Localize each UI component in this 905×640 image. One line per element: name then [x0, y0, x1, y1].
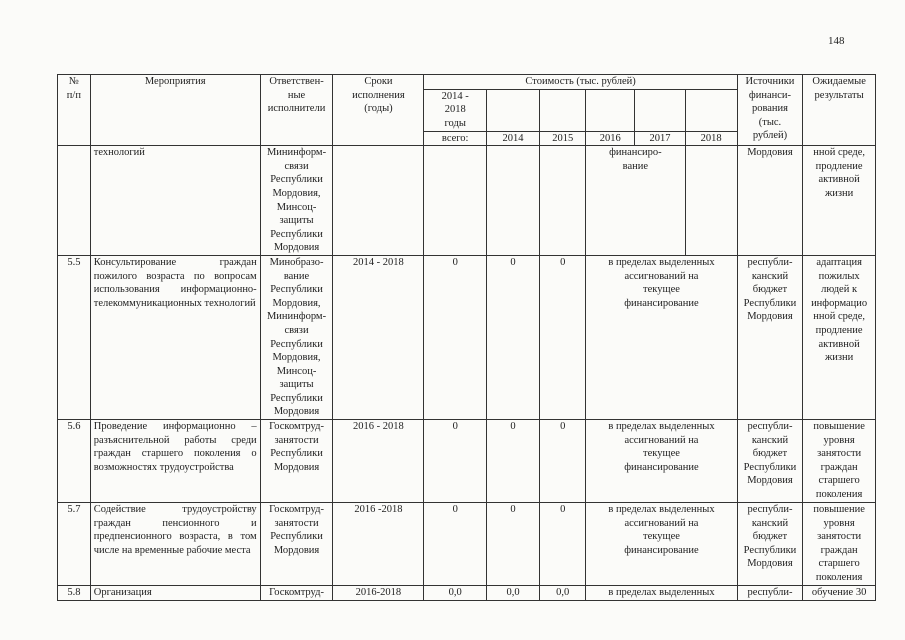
row-total: 0 [424, 255, 486, 419]
table-row [58, 255, 876, 419]
row-measure: Содействие трудоустройству граждан пенсионного и предпенсионного возраста, в том числе на временные рабочие места [90, 503, 260, 586]
row-terms: 2016 -2018 [333, 503, 424, 586]
header-year: 2016 [586, 131, 635, 146]
header-cost-period: 2014 - 2018 годы [424, 89, 486, 131]
table-row [58, 146, 876, 256]
row-result: обучение 30 [803, 586, 876, 601]
row-2014: 0,0 [486, 586, 539, 601]
row-num: 5.8 [58, 586, 91, 601]
row-2015: 0 [540, 420, 586, 503]
row-result: повышение уровня занятости граждан старшего поколения [803, 420, 876, 503]
header-year: 2017 [635, 131, 685, 146]
row-num: 5.6 [58, 420, 91, 503]
header-sources: Источники финанси- рования (тыс. рублей) [737, 75, 803, 146]
row-2015 [540, 146, 586, 256]
row-2015: 0,0 [540, 586, 586, 601]
row-funding-note: в пределах выделенных [586, 586, 738, 601]
row-2015: 0 [540, 255, 586, 419]
row-measure: технологий [90, 146, 260, 256]
header-cost-total: всего: [424, 131, 486, 146]
header-year: 2015 [540, 131, 586, 146]
row-2014: 0 [486, 255, 539, 419]
row-measure: Консультирование граждан пожилого возраста по вопросам использования информационно-телекоммуникационных технологий [90, 255, 260, 419]
row-source: Мордовия [737, 146, 803, 256]
row-source: республи- канский бюджет Республики Мордовия [737, 255, 803, 419]
header-row-1 [58, 75, 876, 90]
row-terms [333, 146, 424, 256]
table-row [58, 586, 876, 601]
header-num: № п/п [58, 75, 91, 146]
header-results: Ожидаемые результаты [803, 75, 876, 146]
row-responsible: Минобразо- вание Республики Мордовия, Мининформ- связи Республики Мордовия, Минсоц- защиты Республики Мордовия [260, 255, 333, 419]
row-terms: 2014 - 2018 [333, 255, 424, 419]
row-result: адаптация пожилых людей к информацио нной среде, продление активной жизни [803, 255, 876, 419]
header-measures: Мероприятия [90, 75, 260, 146]
header-year: 2014 [486, 131, 539, 146]
row-result: нной среде, продление активной жизни [803, 146, 876, 256]
row-funding-note: в пределах выделенных ассигнований на текущее финансирование [586, 255, 738, 419]
row-terms: 2016-2018 [333, 586, 424, 601]
row-funding-note: финансиро- вание [586, 146, 685, 256]
row-total: 0 [424, 503, 486, 586]
row-responsible: Госкомтруд- занятости Республики Мордовия [260, 503, 333, 586]
row-total: 0 [424, 420, 486, 503]
row-source: республи- канский бюджет Республики Мордовия [737, 503, 803, 586]
row-total: 0,0 [424, 586, 486, 601]
row-num: 5.7 [58, 503, 91, 586]
row-funding-note: в пределах выделенных ассигнований на текущее финансирование [586, 503, 738, 586]
row-num [58, 146, 91, 256]
row-source: республи- канский бюджет Республики Мордовия [737, 420, 803, 503]
page-number: 148 [828, 35, 845, 47]
header-responsible: Ответствен- ные исполнители [260, 75, 333, 146]
row-terms: 2016 - 2018 [333, 420, 424, 503]
row-num: 5.5 [58, 255, 91, 419]
row-2014 [486, 146, 539, 256]
table-row [58, 503, 876, 586]
row-funding-note: в пределах выделенных ассигнований на текущее финансирование [586, 420, 738, 503]
row-measure: Проведение информационно – разъяснительной работы среди граждан старшего поколения о возможностях трудоустройства [90, 420, 260, 503]
row-responsible: Госкомтруд- [260, 586, 333, 601]
header-year: 2018 [685, 131, 737, 146]
row-responsible: Мининформ- связи Республики Мордовия, Минсоц- защиты Республики Мордовия [260, 146, 333, 256]
row-responsible: Госкомтруд- занятости Республики Мордовия [260, 420, 333, 503]
program-measures-table [57, 74, 876, 601]
header-terms: Сроки исполнения (годы) [333, 75, 424, 146]
row-source: республи- [737, 586, 803, 601]
row-result: повышение уровня занятости граждан старшего поколения [803, 503, 876, 586]
row-2014: 0 [486, 503, 539, 586]
row-2015: 0 [540, 503, 586, 586]
row-measure: Организация [90, 586, 260, 601]
header-cost: Стоимость (тыс. рублей) [424, 75, 737, 90]
row-total [424, 146, 486, 256]
row-2014: 0 [486, 420, 539, 503]
table-row [58, 420, 876, 503]
